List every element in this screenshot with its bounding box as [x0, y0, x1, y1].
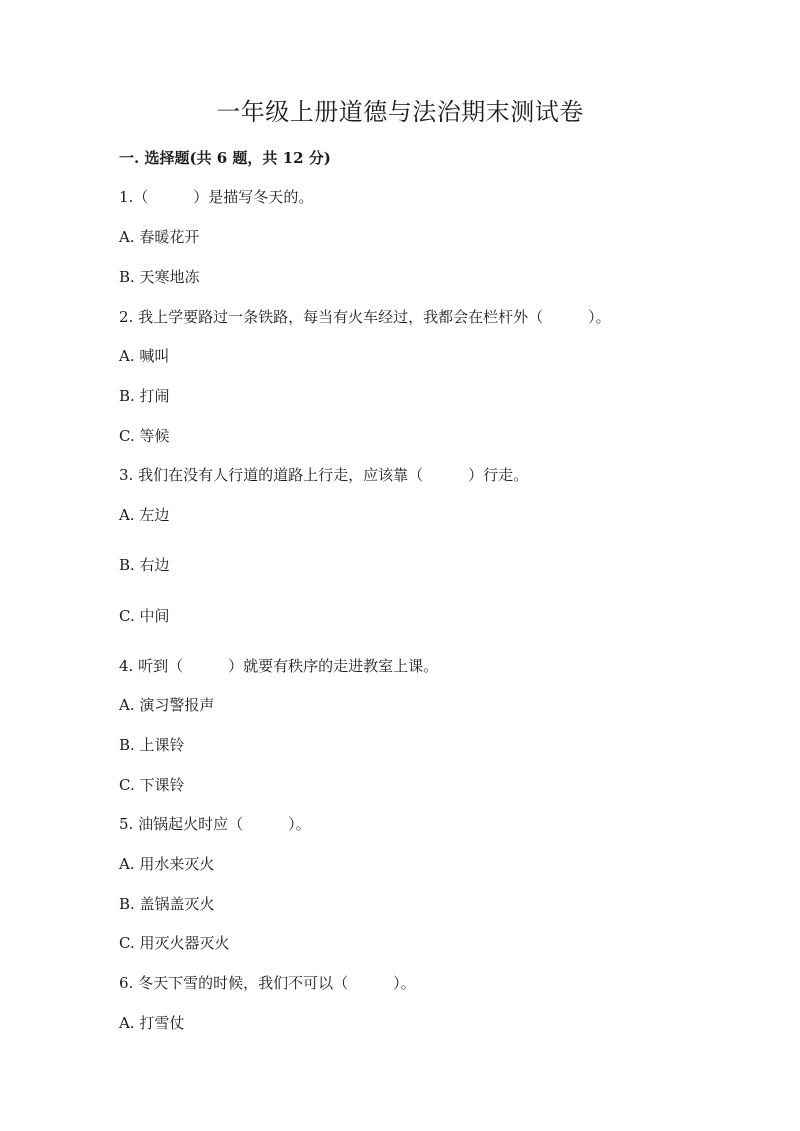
question-5-stem: 5. 油锅起火时应（ ）。: [119, 815, 311, 833]
question-5-option-a: A. 用水来灭火: [119, 855, 215, 873]
question-4-stem: 4. 听到（ ）就要有秩序的走进教室上课。: [119, 657, 439, 675]
question-3-stem: 3. 我们在没有人行道的道路上行走，应该靠（ ）行走。: [119, 466, 529, 484]
question-5-option-c: C. 用灭火器灭火: [119, 934, 230, 952]
question-6-stem: 6. 冬天下雪的时候，我们不可以（ ）。: [119, 974, 416, 992]
section-heading: 一. 选择题(共 6 题，共 12 分): [119, 149, 331, 167]
question-3-option-b: B. 右边: [119, 556, 170, 574]
question-2-option-c: C. 等候: [119, 427, 170, 445]
question-1-option-b: B. 天寒地冻: [119, 268, 200, 286]
question-4-option-b: B. 上课铃: [119, 736, 185, 754]
question-3-option-a: A. 左边: [119, 506, 170, 524]
question-4-option-a: A. 演习警报声: [119, 696, 215, 714]
question-6-option-a: A. 打雪仗: [119, 1014, 185, 1032]
question-4-option-c: C. 下课铃: [119, 776, 185, 794]
page-title: 一年级上册道德与法治期末测试卷: [216, 98, 584, 126]
question-3-option-c: C. 中间: [119, 607, 170, 625]
question-1-stem: 1.（ ）是描写冬天的。: [119, 188, 314, 206]
question-5-option-b: B. 盖锅盖灭火: [119, 895, 215, 913]
question-1-option-a: A. 春暖花开: [119, 228, 200, 246]
question-2-stem: 2. 我上学要路过一条铁路，每当有火车经过，我都会在栏杆外（ ）。: [119, 308, 611, 326]
question-2-option-a: A. 喊叫: [119, 347, 170, 365]
question-2-option-b: B. 打闹: [119, 387, 170, 405]
